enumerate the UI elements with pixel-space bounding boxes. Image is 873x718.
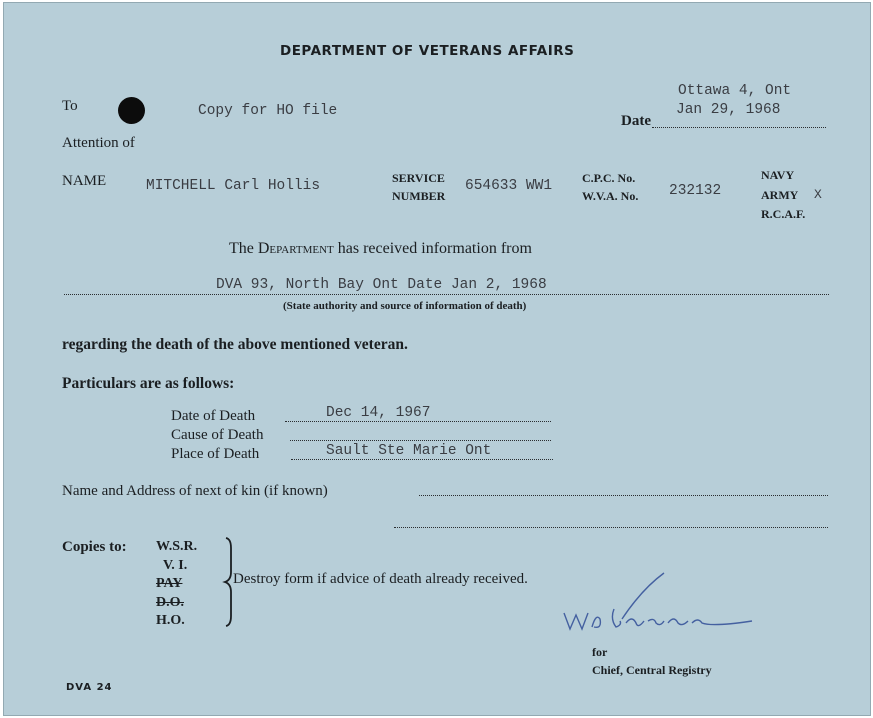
service-number: 654633 WW1 — [465, 178, 553, 194]
copies-list — [156, 538, 197, 631]
copy-wsr: W.S.R. — [156, 539, 198, 554]
copy-ho: H.O. — [156, 613, 185, 628]
branch-rcaf: R.C.A.F. — [761, 207, 806, 221]
form-code: DVA 24 — [66, 682, 113, 693]
copy-pay: PAY — [156, 576, 183, 591]
service-label-1: SERVICE — [392, 171, 445, 185]
place-of-death-value: Sault Ste Marie Ont — [326, 443, 492, 459]
branch-navy: NAVY — [761, 168, 795, 182]
destroy-note: Destroy form if advice of death already received. — [233, 571, 528, 587]
copy-vi: V. I. — [163, 557, 188, 573]
place-of-death-line — [291, 459, 553, 460]
particulars-heading: Particulars are as follows: — [62, 375, 235, 392]
cause-of-death-line — [290, 440, 551, 441]
copies-label: Copies to: — [62, 539, 127, 555]
date-line — [652, 127, 826, 128]
date-label: Date — [621, 113, 651, 129]
received-sentence — [229, 240, 532, 258]
name-label: NAME — [62, 173, 107, 189]
date-of-death-line — [285, 421, 551, 422]
copy-do: D.O. — [156, 594, 184, 610]
date-of-death-label: Date of Death — [171, 408, 256, 424]
chief-title: Chief, Central Registry — [592, 663, 712, 677]
form-title: DEPARTMENT OF VETERANS AFFAIRS — [280, 43, 575, 59]
death-notice-form — [3, 2, 871, 716]
date-location: Ottawa 4, Ont — [678, 83, 792, 99]
source-value: DVA 93, North Bay Ont Date Jan 2, 1968 — [216, 277, 547, 293]
received-pre: The — [229, 240, 258, 257]
service-label-2: NUMBER — [392, 189, 446, 203]
to-label: To — [62, 98, 78, 114]
to-value: Copy for HO file — [198, 103, 338, 119]
source-note: (State authority and source of information of death) — [283, 300, 527, 312]
name-value: MITCHELL Carl Hollis — [146, 178, 321, 194]
handwritten-signature — [552, 569, 772, 641]
army-mark: X — [814, 187, 822, 202]
next-of-kin-line-2 — [394, 527, 828, 528]
branch-army: ARMY — [761, 188, 799, 202]
department-word: Department — [257, 240, 334, 257]
cpc-label: C.P.C. No. — [582, 171, 636, 185]
punch-hole-dot — [118, 97, 145, 124]
wva-number: 232132 — [669, 183, 722, 199]
source-line — [64, 294, 829, 295]
place-of-death-label: Place of Death — [171, 446, 260, 462]
date-of-death-value: Dec 14, 1967 — [326, 405, 431, 421]
regarding-text: regarding the death of the above mentioned veteran. — [62, 336, 408, 353]
next-of-kin-label: Name and Address of next of kin (if known) — [62, 483, 328, 499]
date-value: Jan 29, 1968 — [676, 102, 781, 118]
wva-label: W.V.A. No. — [582, 189, 639, 203]
attention-label: Attention of — [62, 135, 135, 151]
cause-of-death-label: Cause of Death — [171, 427, 264, 443]
next-of-kin-line-1 — [419, 495, 828, 496]
for-label: for — [592, 645, 608, 659]
received-post: has received information from — [333, 240, 532, 257]
